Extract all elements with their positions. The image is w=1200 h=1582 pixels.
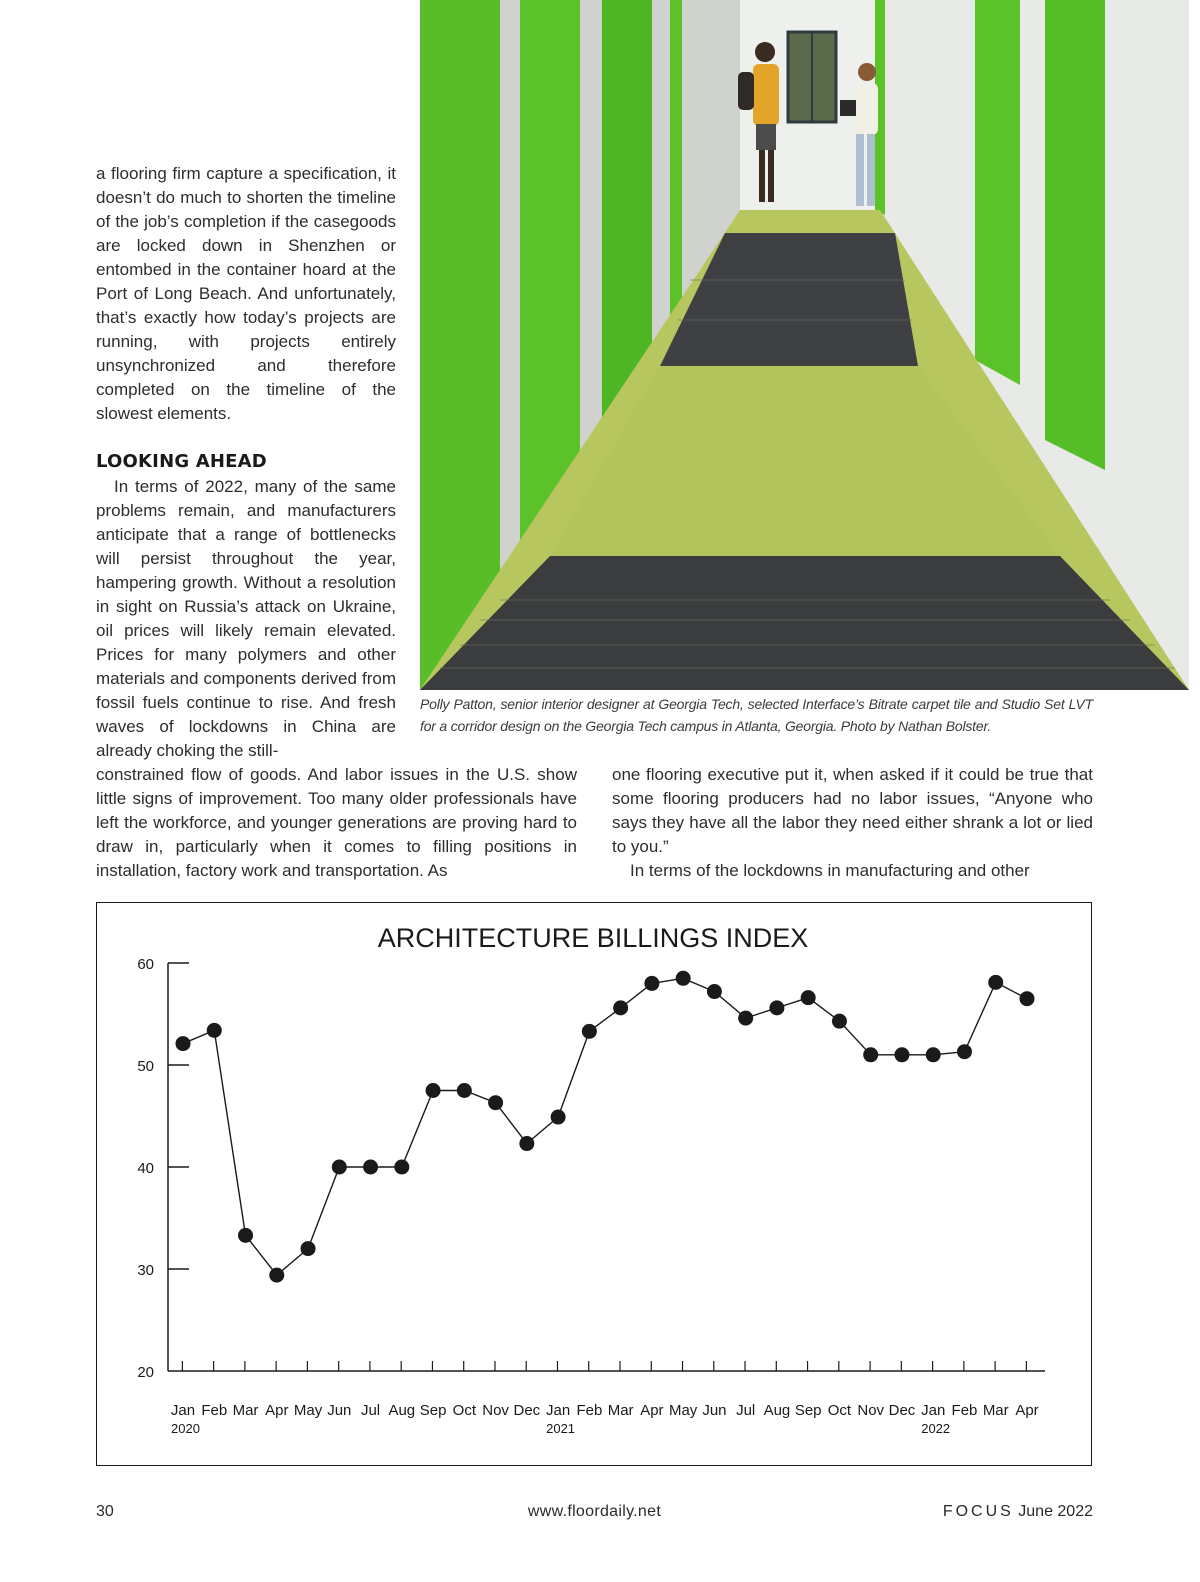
- data-point: [863, 1047, 878, 1062]
- y-tick-label: 40: [137, 1160, 154, 1177]
- data-point: [801, 990, 816, 1005]
- x-tick-label: Feb: [576, 1402, 603, 1419]
- x-tick-label: Jul: [736, 1402, 756, 1419]
- x-tick-label: Oct: [452, 1402, 477, 1419]
- data-point: [394, 1160, 409, 1175]
- series-line: [183, 978, 1027, 1275]
- x-tick-label: Dec: [513, 1402, 541, 1419]
- y-axis: [137, 956, 189, 1381]
- data-point: [363, 1160, 378, 1175]
- section-heading: LOOKING AHEAD: [96, 451, 267, 472]
- quote-paragraph: one flooring executive put it, when asked if it could be true that some flooring producers had no labor issues, “Anyone who says they have all the labor they need either shrank a lot or lied to you.”: [612, 765, 1093, 856]
- x-tick-label: Dec: [888, 1402, 916, 1419]
- x-tick-label: Feb: [951, 1402, 978, 1419]
- page-number: 30: [96, 1503, 114, 1520]
- x-tick-label: Nov: [482, 1402, 509, 1419]
- abi-series: [176, 971, 1035, 1283]
- y-tick-label: 30: [137, 1262, 154, 1279]
- data-point: [176, 1036, 191, 1051]
- data-point: [988, 975, 1003, 990]
- x-tick-label: Sep: [794, 1402, 822, 1419]
- corridor-photo: [420, 0, 1189, 690]
- year-label: 2021: [546, 1421, 576, 1436]
- x-tick-label: Jan: [921, 1402, 946, 1419]
- data-point: [769, 1000, 784, 1015]
- y-tick-label: 60: [137, 956, 154, 973]
- data-point: [676, 971, 691, 986]
- issue-date: June 2022: [1018, 1503, 1093, 1520]
- data-point: [457, 1083, 472, 1098]
- year-label: 2022: [921, 1421, 951, 1436]
- data-point: [957, 1044, 972, 1059]
- x-tick-label: Apr: [640, 1402, 664, 1419]
- x-tick-label: Nov: [857, 1402, 885, 1419]
- data-point: [426, 1083, 441, 1098]
- data-point: [238, 1228, 253, 1243]
- photo-caption: Polly Patton, senior interior designer at Georgia Tech, selected Interface’s Bitrate carpet tile and Studio Set LVT for a corridor design on the Georgia Tech campus in Atlanta, Georgia. Photo by Nathan Bolster.: [420, 696, 1093, 734]
- data-point: [1020, 991, 1035, 1006]
- x-tick-label: May: [668, 1402, 698, 1419]
- data-point: [301, 1241, 316, 1256]
- data-point: [551, 1110, 566, 1125]
- bottom-left-column: [96, 763, 577, 883]
- data-point: [832, 1014, 847, 1029]
- chart-canvas: [97, 903, 1090, 1464]
- data-point: [207, 1023, 222, 1038]
- x-tick-label: Mar: [982, 1402, 1009, 1419]
- data-point: [613, 1000, 628, 1015]
- x-tick-label: Mar: [232, 1402, 259, 1419]
- x-axis: [168, 1361, 1045, 1436]
- data-point: [707, 984, 722, 999]
- corridor-illustration: [420, 0, 1189, 690]
- left-column: [96, 162, 396, 763]
- x-tick-label: Mar: [607, 1402, 634, 1419]
- data-point: [926, 1047, 941, 1062]
- x-tick-label: Feb: [201, 1402, 228, 1419]
- intro-paragraph: a flooring firm capture a specification, it doesn’t do much to shorten the timeline of the job’s completion if the casegoods are locked down in Shenzhen or entombed in the container hoard at the Port of Long Beach. And unfortunately, that’s exactly how today’s projects are running, with projects entirely unsynchronized and therefore completed on the timeline of the slowest elements.: [96, 164, 396, 423]
- x-tick-label: Jan: [546, 1402, 571, 1419]
- footer-url: www.floordaily.net: [527, 1503, 662, 1520]
- x-tick-label: Oct: [827, 1402, 852, 1419]
- x-tick-label: Jan: [170, 1402, 196, 1419]
- x-tick-label: Jun: [327, 1402, 352, 1419]
- x-tick-label: Jun: [702, 1402, 727, 1419]
- x-tick-label: Aug: [388, 1402, 416, 1419]
- x-tick-label: Apr: [1015, 1402, 1039, 1419]
- x-tick-label: Aug: [763, 1402, 791, 1419]
- data-point: [332, 1160, 347, 1175]
- y-tick-label: 50: [137, 1058, 154, 1075]
- bottom-right-column: [612, 763, 1093, 883]
- y-tick-label: 20: [137, 1364, 154, 1381]
- lockdowns-paragraph: In terms of the lockdowns in manufacturing and other: [630, 861, 1030, 880]
- data-point: [738, 1011, 753, 1026]
- year-label: 2020: [171, 1421, 200, 1436]
- architecture-billings-chart: [96, 902, 1092, 1466]
- chart-title: ARCHITECTURE BILLINGS INDEX: [377, 923, 809, 953]
- x-tick-label: Sep: [419, 1402, 447, 1419]
- data-point: [519, 1136, 534, 1151]
- data-point: [644, 976, 659, 991]
- x-tick-label: Apr: [265, 1402, 289, 1419]
- data-point: [894, 1047, 909, 1062]
- x-tick-label: Jul: [360, 1402, 381, 1419]
- publication-name: FOCUS: [942, 1503, 1014, 1520]
- looking-ahead-paragraph: In terms of 2022, many of the same problems remain, and manufacturers anticipate that a range of bottlenecks will persist throughout the year, hampering growth. Without a resolution in sight on Russia’s attack on Ukraine, oil prices will likely remain elevated. Prices for many polymers and other materials and components derived from fossil fuels continue to rise. And fresh waves of lockdowns in China are already choking the still-: [96, 477, 396, 760]
- data-point: [582, 1024, 597, 1039]
- footer-issue: [943, 1503, 1093, 1521]
- page-footer: [96, 1503, 1093, 1527]
- data-point: [269, 1268, 284, 1283]
- x-tick-label: May: [293, 1402, 323, 1419]
- data-point: [488, 1095, 503, 1110]
- continued-paragraph: constrained flow of goods. And labor issues in the U.S. show little signs of improvement. Too many older professionals have left the workforce, and younger generations are proving hard to draw in, particularly when it comes to filling positions in installation, factory work and transportation. As: [96, 765, 577, 880]
